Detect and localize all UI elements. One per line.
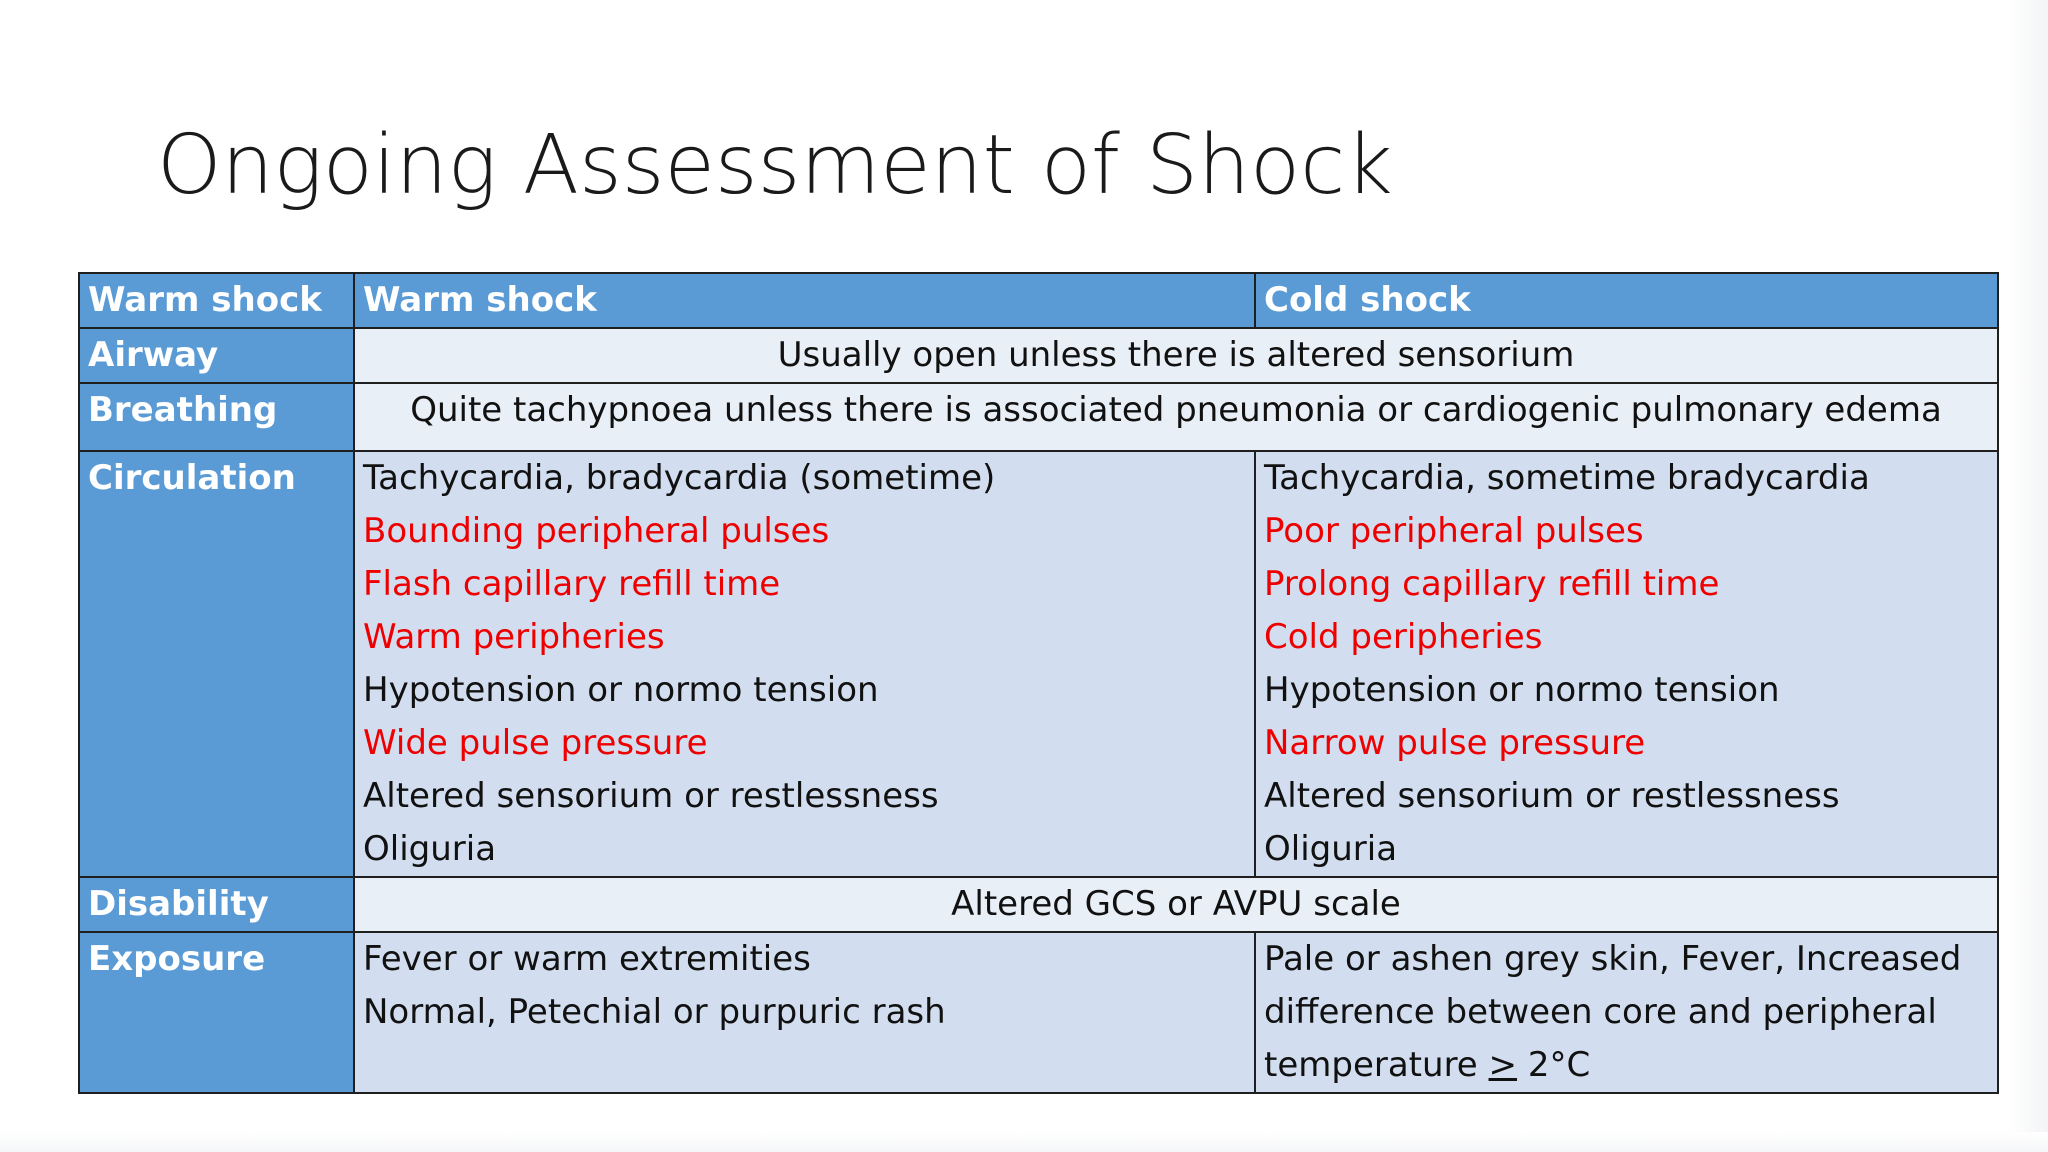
- exposure-cold-cell: [1255, 932, 1998, 1093]
- slide-title: Ongoing Assessment of Shock: [157, 118, 1393, 213]
- greater-equal-symbol: >: [1488, 1045, 1518, 1085]
- header-cell-warm-shock: Warm shock: [354, 273, 1255, 328]
- exposure-temp-prefix: temperature: [1264, 1045, 1489, 1085]
- circulation-warm-line: Bounding peripheral pulses: [363, 511, 830, 551]
- circulation-cold-line: Cold peripheries: [1264, 617, 1543, 657]
- table-row-disability: [79, 877, 1998, 932]
- exposure-cold-line: difference between core and peripheral: [1264, 992, 1937, 1032]
- slide-edge: [2008, 0, 2048, 1152]
- circulation-cold-line: Tachycardia, sometime bradycardia: [1264, 458, 1870, 498]
- circulation-cold-line: Poor peripheral pulses: [1264, 511, 1644, 551]
- exposure-cold-line: [1264, 1039, 1989, 1092]
- circulation-cold-line: Oliguria: [1264, 829, 1398, 869]
- circulation-warm-line: Flash capillary refill time: [363, 564, 781, 604]
- header-cell-category: Warm shock: [79, 273, 354, 328]
- circulation-cold-line: Hypotension or normo tension: [1264, 670, 1780, 710]
- table-header-row: [79, 273, 1998, 328]
- row-label-circulation: Circulation: [79, 451, 354, 877]
- circulation-warm-line: Warm peripheries: [363, 617, 665, 657]
- circulation-warm-line: Altered sensorium or restlessness: [363, 776, 939, 816]
- circulation-cold-cell: [1255, 451, 1998, 877]
- circulation-cold-line: Narrow pulse pressure: [1264, 723, 1646, 763]
- row-label-disability: Disability: [79, 877, 354, 932]
- table-row-exposure: [79, 932, 1998, 1093]
- table-row-breathing: [79, 383, 1998, 451]
- exposure-warm-line: Normal, Petechial or purpuric rash: [363, 992, 946, 1032]
- table-row-airway: [79, 328, 1998, 383]
- disability-text: Altered GCS or AVPU scale: [354, 877, 1998, 932]
- row-label-airway: Airway: [79, 328, 354, 383]
- breathing-text: Quite tachypnoea unless there is associated pneumonia or cardiogenic pulmonary edema: [354, 383, 1998, 451]
- table-row-circulation: [79, 451, 1998, 877]
- circulation-warm-line: Hypotension or normo tension: [363, 670, 879, 710]
- header-cell-cold-shock: Cold shock: [1255, 273, 1998, 328]
- row-label-breathing: Breathing: [79, 383, 354, 451]
- exposure-warm-cell: [354, 932, 1255, 1093]
- circulation-cold-line: Altered sensorium or restlessness: [1264, 776, 1840, 816]
- shock-assessment-table: [78, 272, 1999, 1094]
- circulation-warm-cell: [354, 451, 1255, 877]
- circulation-warm-line: Oliguria: [363, 829, 497, 869]
- exposure-warm-line: Fever or warm extremities: [363, 939, 811, 979]
- row-label-exposure: Exposure: [79, 932, 354, 1093]
- circulation-warm-line: Tachycardia, bradycardia (sometime): [363, 458, 996, 498]
- circulation-warm-line: Wide pulse pressure: [363, 723, 708, 763]
- exposure-cold-line: Pale or ashen grey skin, Fever, Increased: [1264, 939, 1962, 979]
- slide-bottom-edge: [0, 1132, 2048, 1152]
- airway-text: Usually open unless there is altered sensorium: [354, 328, 1998, 383]
- circulation-cold-line: Prolong capillary refill time: [1264, 564, 1720, 604]
- exposure-temp-suffix: 2°C: [1517, 1045, 1591, 1085]
